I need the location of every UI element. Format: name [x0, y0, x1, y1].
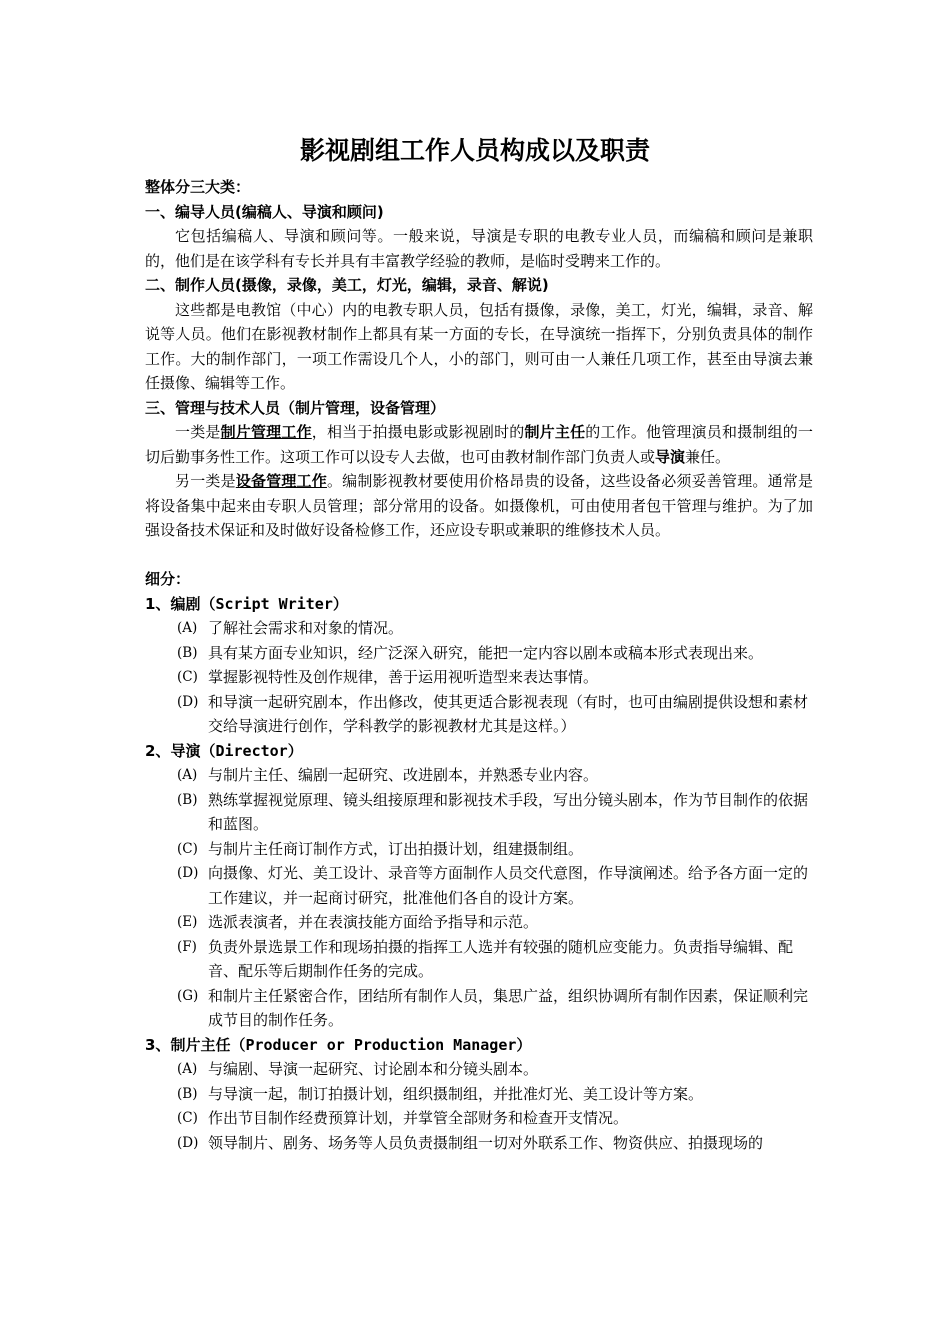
duty-text: 与编剧、导演一起研究、讨论剧本和分镜头剧本。 [208, 1060, 539, 1078]
duty-label: (B) [177, 644, 198, 661]
role-english-name: （Script Writer） [200, 594, 348, 613]
duty-label: (A) [177, 767, 198, 783]
duty-item [145, 910, 813, 935]
duty-text: 向摄像、灯光、美工设计、录音等方面制作人员交代意图，作导演阐述。给予各方面一定的工作建议，并一起商讨研究，批准他们各自的设计方案。 [208, 864, 809, 907]
detail-heading: 细分： [145, 570, 191, 588]
duty-item [145, 788, 813, 837]
duty-item [145, 1131, 813, 1156]
duty-text: 领导制片、剧务、场务等人员负责摄制组一切对外联系工作、物资供应、拍摄现场的 [208, 1133, 764, 1152]
duty-item [145, 1057, 813, 1082]
role-name: 编剧 [170, 594, 201, 613]
role-number: 3、 [145, 1035, 171, 1054]
text-run: ，相当于拍摄电影或影视剧时的 [311, 423, 525, 441]
text-run: 一类是 [175, 423, 221, 441]
keyword-equipment-management: 设备管理工作 [235, 472, 327, 490]
role-number: 1、 [145, 594, 171, 613]
duty-item [145, 763, 813, 788]
duty-text: 负责外景选景工作和现场拍摄的指挥工人选并有较强的随机应变能力。负责指导编辑、配音、配乐等后期制作任务的完成。 [208, 937, 794, 980]
duty-text: 和导演一起研究剧本，作出修改，使其更适合影视表现（有时，也可由编剧提供设想和素材交给导演进行创作，学科教学的影视教材尤其是这样。） [208, 692, 809, 735]
text-run: 的工作。他管理演员和摄制组的一切后勤事务性工作。这项工作可以设专人去做，也可由教材制作部门负责人或 [145, 423, 813, 466]
duty-item [145, 1082, 813, 1107]
duty-item [145, 690, 813, 739]
blank-line [145, 543, 813, 568]
duty-label: (F) [177, 938, 197, 955]
duty-item [145, 665, 813, 690]
category-3-paragraph-2 [145, 469, 813, 543]
keyword-director: 导演 [655, 447, 686, 466]
category-1-text: 它包括编稿人、导演和顾问等。一般来说，导演是专职的电教专业人员，而编稿和顾问是兼职的，他们是在该学科有专长并具有丰富教学经验的教师，是临时受聘来工作的。 [145, 227, 813, 270]
duty-text: 和制片主任紧密合作，团结所有制作人员，集思广益，组织协调所有制作因素，保证顺利完成节目的制作任务。 [208, 986, 809, 1029]
duty-text: 与导演一起，制订拍摄计划，组织摄制组，并批准灯光、美工设计等方案。 [208, 1084, 704, 1103]
keyword-production-management: 制片管理工作 [220, 423, 312, 441]
duty-label: (D) [177, 693, 199, 710]
duty-label: (D) [177, 1134, 199, 1151]
role-duty-list [145, 616, 813, 739]
category-2-heading: 二、制作人员(摄像，录像，美工，灯光，编辑，录音、解说) [145, 276, 549, 294]
duty-item [145, 641, 813, 666]
duty-text: 与制片主任商订制作方式，订出拍摄计划，组建摄制组。 [208, 839, 584, 858]
overview-heading: 整体分三大类： [145, 178, 251, 196]
duty-text: 熟练掌握视觉原理、镜头组接原理和影视技术手段，写出分镜头剧本，作为节目制作的依据和蓝图。 [208, 790, 809, 833]
role-english-name: （Director） [200, 741, 303, 760]
category-3-paragraph-1 [145, 420, 813, 469]
role-duty-list [145, 1057, 813, 1155]
duty-label: (A) [177, 620, 198, 636]
category-1-heading: 一、编导人员(编稿人、导演和顾问) [145, 202, 384, 221]
duty-item [145, 616, 813, 641]
duty-text: 与制片主任、编剧一起研究、改进剧本，并熟悉专业内容。 [208, 766, 599, 784]
role-name: 导演 [170, 741, 201, 760]
category-2-text: 这些都是电教馆（中心）内的电教专职人员，包括有摄像，录像，美工，灯光，编辑，录音、解说等人员。他们在影视教材制作上都具有某一方面的专长，在导演统一指挥下，分别负责具体的制作工作。大的制作部门，一项工作需设几个人，小的部门，则可由一人兼任几项工作，甚至由导演去兼任摄像、编辑等工作。 [145, 300, 813, 392]
role-heading-script-writer [145, 592, 813, 617]
duty-item [145, 837, 813, 862]
duty-label: (C) [177, 840, 198, 857]
duty-label: (G) [177, 987, 199, 1004]
duty-label: (C) [177, 1110, 198, 1126]
text-run: 。编制影视教材要使用价格昂贵的设备，这些设备必须妥善管理。通常是将设备集中起来由专职人员管理；部分常用的设备。如摄像机，可由使用者包干管理与维护。为了加强设备技术保证和及时做好设备检修工作，还应设专职或兼职的维修技术人员。 [145, 472, 813, 539]
duty-label: (C) [177, 669, 198, 685]
duty-label: (B) [177, 1085, 198, 1102]
duty-item [145, 861, 813, 910]
text-run: 另一类是 [175, 472, 236, 490]
keyword-production-director: 制片主任 [524, 423, 586, 441]
duty-label: (A) [177, 1061, 198, 1077]
category-3-heading: 三、管理与技术人员（制片管理，设备管理） [145, 398, 446, 417]
duty-item [145, 935, 813, 984]
duty-text: 选派表演者，并在表演技能方面给予指导和示范。 [208, 913, 539, 931]
page-title: 影视剧组工作人员构成以及职责 [299, 136, 650, 165]
text-run: 兼任。 [685, 447, 731, 466]
duty-text: 具有某方面专业知识，经广泛深入研究，能把一定内容以剧本或稿本形式表现出来。 [208, 643, 764, 662]
role-heading-producer [145, 1033, 813, 1058]
duty-label: (D) [177, 865, 199, 881]
role-heading-director [145, 739, 813, 764]
duty-label: (E) [177, 914, 198, 930]
duty-text: 了解社会需求和对象的情况。 [208, 619, 404, 637]
duty-label: (B) [177, 791, 198, 808]
duty-text: 作出节目制作经费预算计划，并掌管全部财务和检查开支情况。 [208, 1109, 629, 1127]
duty-item [145, 984, 813, 1033]
document-body [145, 175, 813, 1155]
duty-text: 掌握影视特性及创作规律，善于运用视听造型来表达事情。 [208, 668, 599, 686]
role-english-name: （Producer or Production Manager） [230, 1035, 532, 1054]
duty-item [145, 1106, 813, 1131]
role-name: 制片主任 [170, 1035, 231, 1054]
role-duty-list [145, 763, 813, 1033]
role-number: 2、 [145, 741, 171, 760]
